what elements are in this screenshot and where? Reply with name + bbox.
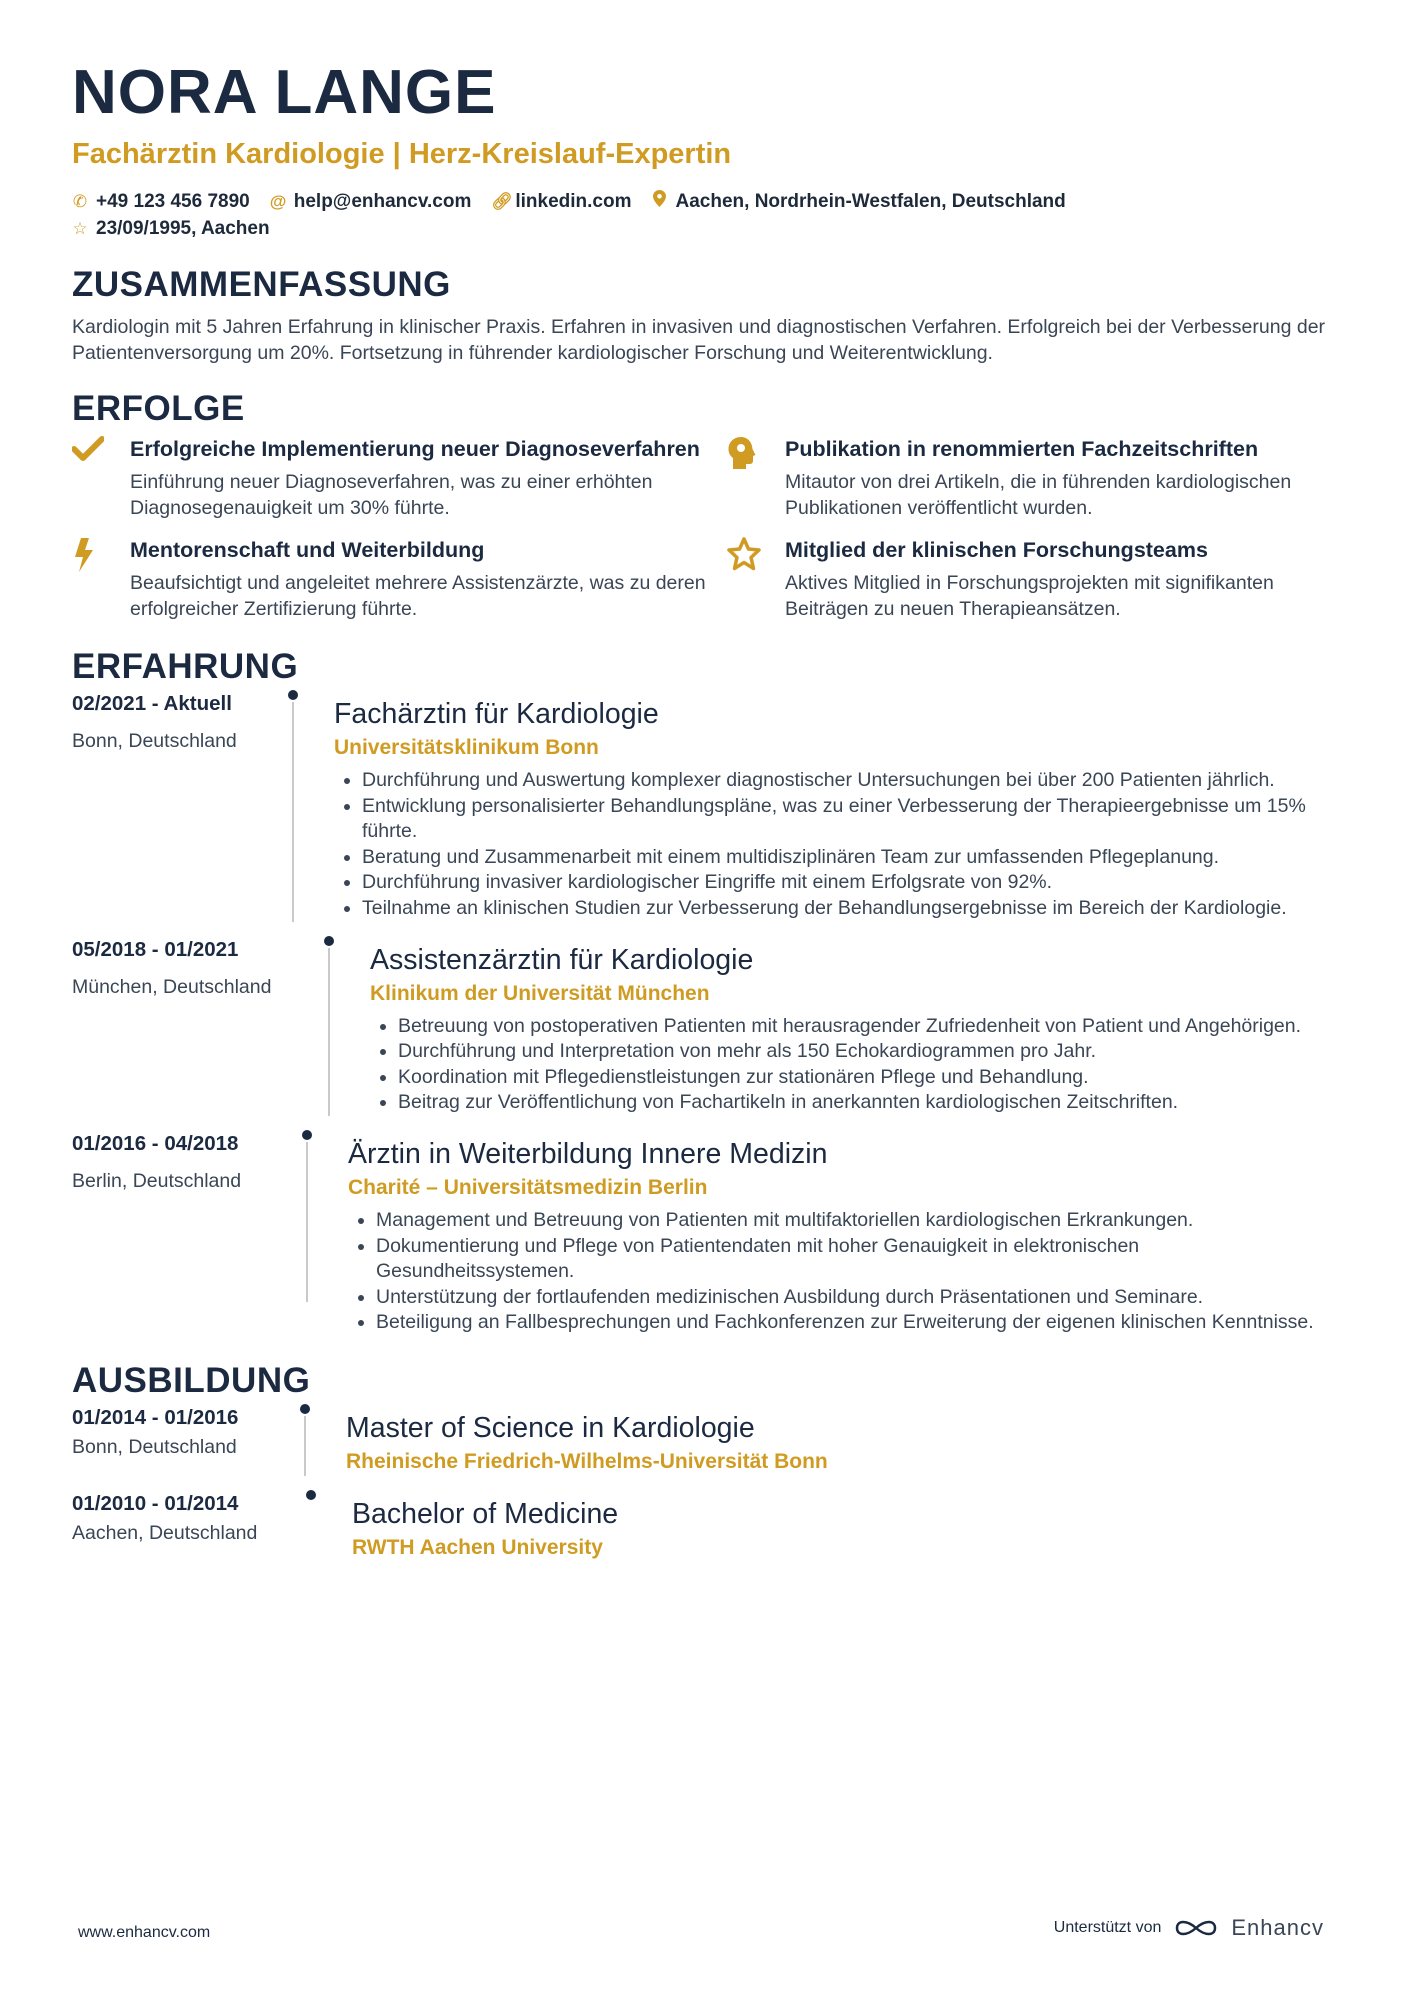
experience-heading: ERFAHRUNG [72, 647, 299, 686]
job-company: Universitätsklinikum Bonn [334, 736, 599, 759]
edu-degree: Master of Science in Kardiologie [346, 1411, 755, 1444]
job-company: Klinikum der Universität München [370, 981, 710, 1005]
job-date: 05/2018 - 01/2021 [72, 937, 239, 961]
job-bullet: • Koordination mit Pflegedienstleistungen zur stationären Pflege und Behandlung. [398, 1065, 1342, 1091]
contact-info [72, 188, 1342, 242]
experience-entry [72, 1130, 1342, 1336]
job-bullet: • Beteiligung an Fallbesprechungen und Fachkonferenzen zur Erweiterung der eigenen klinischen Kenntnisse. [376, 1310, 1342, 1336]
job-bullet: • Beitrag zur Veröffentlichung von Fachartikeln in anerkannten kardiologischen Zeitschriften. [398, 1090, 1342, 1116]
footer-website[interactable]: www.enhancv.com [78, 1924, 211, 1941]
achievement-text: Beaufsichtigt und angeleitet mehrere Assistenzärzte, was zu deren erfolgreicher Zertifizierung führte. [130, 572, 706, 620]
achievement-title: Publikation in renommierten Fachzeitschriften [785, 437, 1259, 461]
achievement-item [72, 537, 727, 622]
job-bullet: • Unterstützung der fortlaufenden medizinischen Ausbildung durch Präsentationen und Seminare. [376, 1285, 1342, 1311]
experience-entry [72, 936, 1342, 1116]
job-company: Charité – Universitätsmedizin Berlin [348, 1175, 708, 1199]
brand-name: Enhancv [1231, 1915, 1324, 1940]
achievement-title: Erfolgreiche Implementierung neuer Diagnoseverfahren [130, 437, 700, 461]
headline: Fachärztin Kardiologie | Herz-Kreislauf-Expertin [72, 138, 732, 170]
job-location: München, Deutschland [72, 975, 272, 998]
timeline-dot [300, 1404, 310, 1414]
job-title: Fachärztin für Kardiologie [334, 698, 659, 730]
contact-linkedin[interactable]: 🔗︎ linkedin.com [491, 188, 631, 215]
timeline-line [304, 1416, 306, 1476]
job-bullet: • Betreuung von postoperativen Patienten mit herausragender Zufriedenheit von Patient und Angehörigen. [398, 1014, 1342, 1040]
timeline-dot [302, 1130, 312, 1140]
job-bullets [348, 1208, 1342, 1336]
job-bullet: • Durchführung invasiver kardiologischer Eingriffe mit einem Erfolgsrate von 92%. [362, 870, 1342, 896]
star-icon: ☆ [72, 219, 88, 238]
achievement-title: Mentorenschaft und Weiterbildung [130, 538, 485, 562]
timeline [304, 1404, 306, 1476]
contact-location: Aachen, Nordrhein-Westfalen, Deutschland [652, 188, 1066, 215]
job-bullet: • Beratung und Zusammenarbeit mit einem multidisziplinären Team zur umfassenden Pflegeplanung. [362, 845, 1342, 871]
job-bullets [370, 1014, 1342, 1116]
lightning-icon [72, 537, 130, 622]
job-location: Bonn, Deutschland [72, 730, 237, 752]
achievement-item [727, 537, 1342, 622]
timeline [292, 690, 294, 922]
contact-email[interactable]: @ help@enhancv.com [270, 188, 472, 215]
timeline-dot [306, 1490, 316, 1500]
job-date: 02/2021 - Aktuell [72, 692, 232, 715]
job-title: Ärztin in Weiterbildung Innere Medizin [348, 1137, 828, 1170]
experience-entry [72, 690, 1342, 922]
achievement-text: Aktives Mitglied in Forschungsprojekten mit signifikanten Beiträgen zu neuen Therapieansätzen. [785, 572, 1274, 620]
job-bullet: • Durchführung und Interpretation von mehr als 150 Echokardiogrammen pro Jahr. [398, 1039, 1342, 1065]
summary-heading: ZUSAMMENFASSUNG [72, 265, 451, 304]
job-date: 01/2016 - 04/2018 [72, 1131, 239, 1155]
timeline-line [328, 948, 330, 1116]
job-bullets [334, 768, 1342, 922]
phone-icon: ✆ [72, 192, 88, 211]
edu-school: Rheinische Friedrich-Wilhelms-Universität Bonn [346, 1449, 828, 1473]
education-entry [72, 1404, 1342, 1476]
education-entry [72, 1490, 1342, 1562]
job-bullet: • Dokumentierung und Pflege von Patientendaten mit hoher Genauigkeit in elektronischen Gesundheitssystemen. [376, 1234, 1342, 1285]
job-location: Berlin, Deutschland [72, 1169, 242, 1192]
achievement-title: Mitglied der klinischen Forschungsteams [785, 538, 1208, 562]
check-icon [72, 436, 130, 521]
achievement-text: Einführung neuer Diagnoseverfahren, was zu einer erhöhten Diagnosegenauigkeit um 30% führte. [130, 471, 653, 519]
edu-school: RWTH Aachen University [352, 1535, 603, 1559]
brain-head-icon [727, 436, 785, 521]
job-bullet: • Entwicklung personalisierter Behandlungspläne, was zu einer Verbesserung der Therapieergebnisse um 15% führte. [362, 794, 1342, 845]
job-bullet: • Teilnahme an klinischen Studien zur Verbesserung der Behandlungsergebnisse im Bereich der Kardiologie. [362, 896, 1342, 922]
timeline [328, 936, 330, 1116]
achievement-item [727, 436, 1342, 521]
edu-location: Bonn, Deutschland [72, 1435, 237, 1458]
achievement-text: Mitautor von drei Artikeln, die in führenden kardiologischen Publikationen veröffentlicht wurden. [785, 471, 1292, 519]
achievements-grid [72, 436, 1342, 622]
summary-text: Kardiologin mit 5 Jahren Erfahrung in klinischer Praxis. Erfahren in invasiven und diagnostischen Verfahren. Erfolgreich bei der Verbesserung der Patientenversorgung um 20%. Fortsetzung in führender kardiologischer Forschung und Weiterentwicklung. [72, 316, 1326, 364]
achievement-item [72, 436, 727, 521]
contact-birth: ☆ 23/09/1995, Aachen [72, 215, 270, 242]
timeline [306, 1130, 308, 1336]
timeline-dot [288, 690, 298, 700]
job-title: Assistenzärztin für Kardiologie [370, 943, 754, 976]
at-icon: @ [269, 192, 287, 211]
timeline-line [306, 1142, 308, 1302]
job-bullet: • Durchführung und Auswertung komplexer diagnostischer Untersuchungen bei über 200 Patienten jährlich. [362, 768, 1342, 794]
timeline [310, 1490, 312, 1562]
contact-phone[interactable]: ✆ +49 123 456 7890 [72, 188, 250, 215]
enhancv-logo-icon [1173, 1916, 1219, 1940]
job-bullet: • Management und Betreuung von Patienten mit multifaktoriellen kardiologischen Erkrankungen. [376, 1208, 1342, 1234]
achievements-heading: ERFOLGE [72, 389, 245, 428]
edu-degree: Bachelor of Medicine [352, 1497, 619, 1530]
location-icon [652, 188, 668, 215]
edu-date: 01/2010 - 01/2014 [72, 1491, 239, 1515]
edu-location: Aachen, Deutschland [72, 1521, 258, 1544]
resume-page [72, 58, 1342, 1562]
powered-by-label: Unterstützt von [1053, 1919, 1162, 1936]
link-icon: 🔗︎ [491, 192, 513, 211]
education-heading: AUSBILDUNG [72, 1360, 311, 1400]
footer-branding[interactable] [1054, 1915, 1324, 1941]
star-icon [727, 537, 785, 622]
edu-date: 01/2014 - 01/2016 [72, 1405, 239, 1429]
timeline-line [292, 702, 294, 922]
candidate-name: NORA LANGE [72, 58, 497, 127]
timeline-dot [324, 936, 334, 946]
